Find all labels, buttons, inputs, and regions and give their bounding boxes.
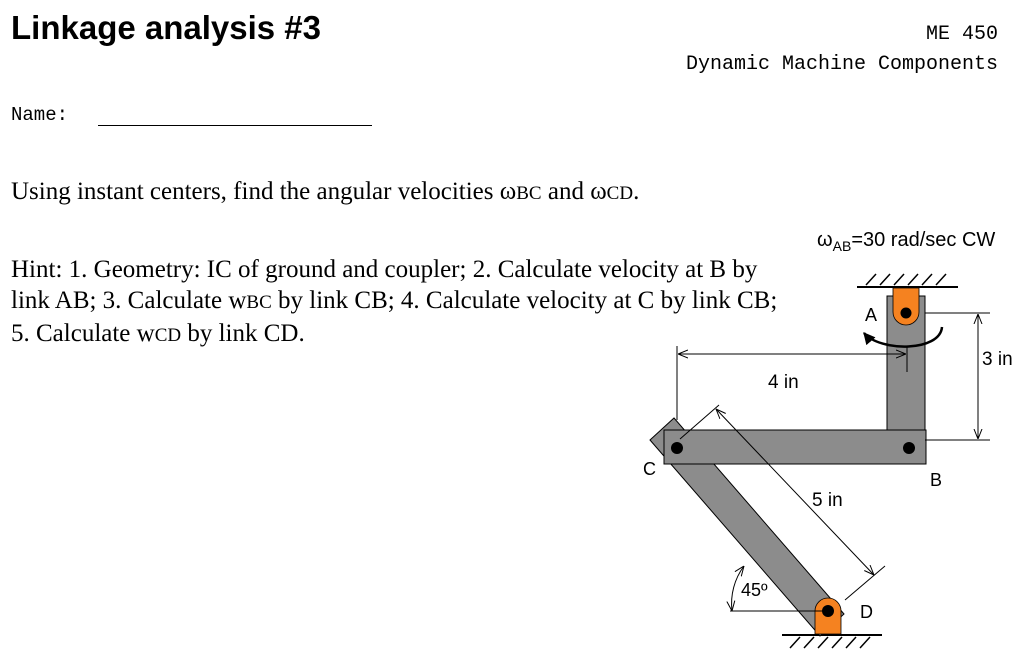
ground-bottom [782,635,882,648]
link-cb [664,430,926,464]
omega-cd-subscript: CD [606,183,634,204]
label-d: D [860,602,873,622]
dimension-horizontal [677,346,907,420]
label-c: C [643,459,656,479]
hint-line-2-part-b: by link CB; 4. Calculate velocity at C by link CB; [271,287,778,314]
page-title: Linkage analysis #3 [11,9,322,46]
dim-5in-label: 5 in [812,490,843,511]
course-name: Dynamic Machine Components [685,53,998,76]
joint-c [671,442,683,454]
dim-3in-label: 3 in [982,349,1013,370]
period: . [633,178,640,205]
pin-a-dot [901,308,912,319]
dimension-vertical [925,313,1013,440]
omega-bc-subscript: BC [516,183,542,204]
name-label: Name: [11,104,69,126]
joint-b [903,442,915,454]
omega-symbol: ω [590,178,607,205]
omega-ab-label: $\omega_{AB}=30$ rad/sec CW [817,229,996,254]
pin-d-dot [822,605,834,617]
course-code: ME 450 [925,23,998,46]
and-text: and [541,178,591,205]
label-b: B [930,470,943,490]
hint-line-1: Hint: 1. Geometry: IC of ground and coupler; 2. Calculate velocity at B by [11,256,758,283]
hint-line-2-part-a: link AB; 3. Calculate w [11,287,247,314]
label-a: A [865,305,878,325]
prompt-text: Using instant centers, find the angular velocities [11,178,500,205]
hint-line-3-part-a: 5. Calculate w [11,320,155,347]
w-bc-subscript: BC [246,292,272,313]
angle-label: 45º [741,580,768,600]
omega-symbol: ω [499,178,517,205]
ground-top [857,274,958,287]
w-cd-subscript: CD [154,325,182,346]
pin-a [893,288,919,325]
hint-line-3-part-b: by link CD. [181,320,305,347]
dim-4in-label: 4 in [768,372,799,393]
